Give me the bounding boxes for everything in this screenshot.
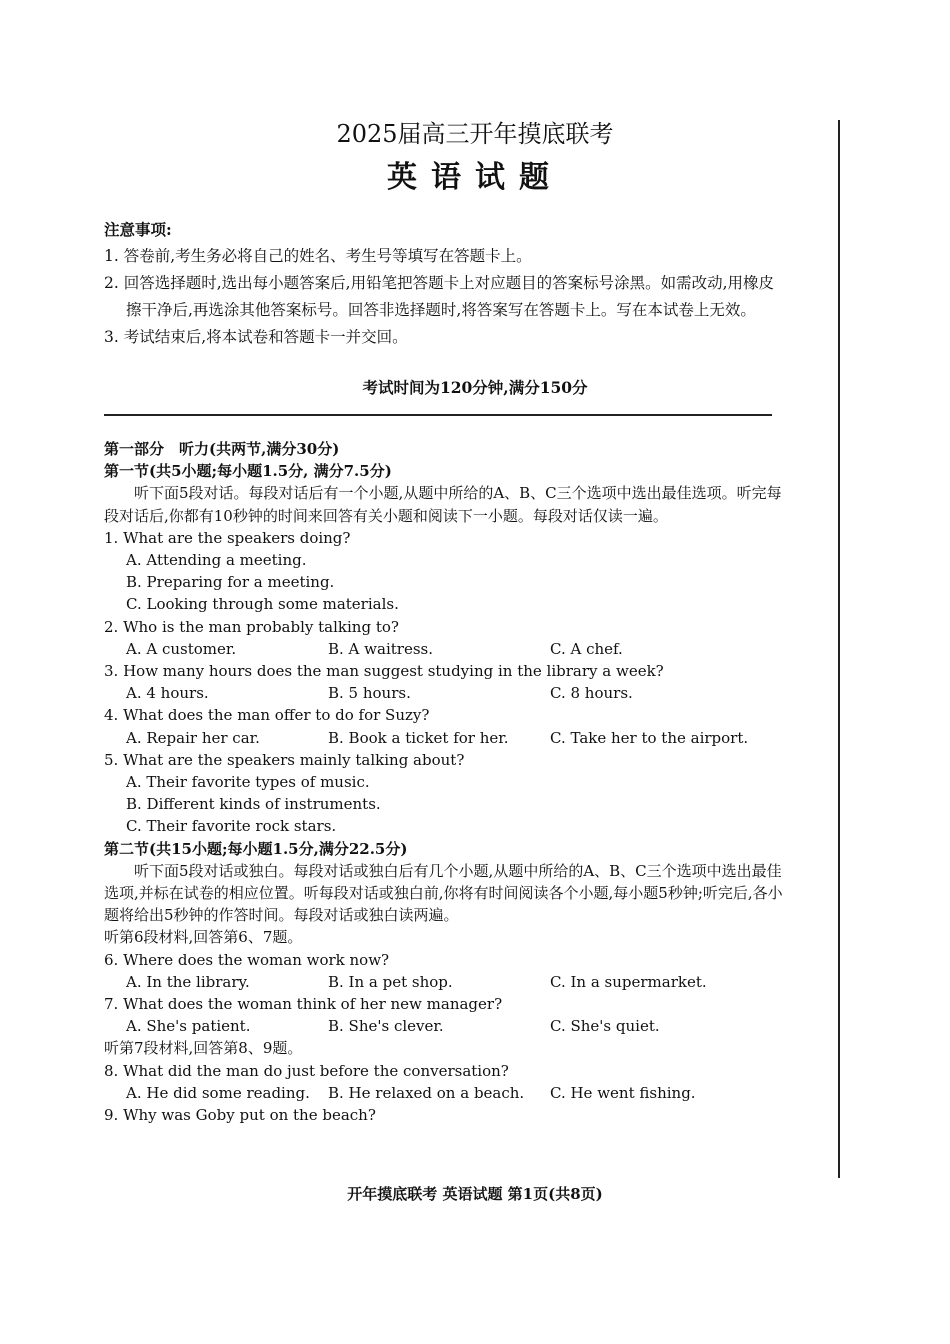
question-text: 4. What does the man offer to do for Suzy? (104, 706, 430, 725)
binding-margin-line (838, 120, 840, 1178)
question (104, 749, 784, 838)
section-heading: 第一节(共5小题;每小题1.5分, 满分7.5分) (104, 462, 392, 481)
options-row (104, 682, 784, 704)
question-text: 3. How many hours does the man suggest studying in the library a week? (104, 662, 664, 681)
option: C. In a supermarket. (550, 972, 707, 991)
option: A. Repair her car. (126, 728, 260, 747)
section-instructions: 听下面5段对话或独白。每段对话或独白后有几个小题,从题中所给的A、B、C三个选项中选出最佳选项,并标在试卷的相应位置。听每段对话或独白前,你将有时间阅读各个小题,每小题5秒钟;听完后,各小题将给出5秒钟的作答时间。每段对话或独白读两遍。 (104, 861, 783, 925)
notice-heading: 注意事项: (104, 220, 172, 239)
question (104, 993, 784, 1037)
option: B. 5 hours. (328, 684, 411, 703)
question-text: 9. Why was Goby put on the beach? (104, 1106, 376, 1125)
question-text: 7. What does the woman think of her new manager? (104, 995, 503, 1014)
option: A. She's patient. (126, 1017, 251, 1036)
question-text: 1. What are the speakers doing? (104, 528, 351, 547)
question-text: 6. Where does the woman work now? (104, 950, 390, 969)
notice-section (104, 216, 784, 351)
option: B. A waitress. (328, 639, 433, 658)
option: C. A chef. (550, 639, 623, 658)
material-label: 听第7段材料,回答第8、9题。 (104, 1039, 303, 1058)
question (104, 1060, 784, 1104)
option: B. Preparing for a meeting. (126, 573, 335, 592)
divider-line (104, 414, 772, 416)
option: B. He relaxed on a beach. (328, 1083, 525, 1102)
section-instructions: 听下面5段对话。每段对话后有一个小题,从题中所给的A、B、C三个选项中选出最佳选项。听完每段对话后,你都有10秒钟的时间来回答有关小题和阅读下一小题。每段对话仅读一遍。 (104, 484, 782, 525)
question (104, 660, 784, 704)
exam-title: 2025届高三开年摸底联考 (336, 120, 614, 148)
option: A. 4 hours. (126, 684, 209, 703)
question (104, 949, 784, 993)
page-footer: 开年摸底联考 英语试题 第1页(共8页) (347, 1185, 603, 1203)
option: C. 8 hours. (550, 684, 633, 703)
option: A. Their favorite types of music. (126, 773, 370, 792)
options-row (104, 638, 784, 660)
options-row (104, 1015, 784, 1037)
exam-subject-title: 英语试题 (387, 160, 563, 195)
option: B. Different kinds of instruments. (126, 795, 381, 814)
option: A. He did some reading. (126, 1083, 310, 1102)
option: B. Book a ticket for her. (328, 728, 509, 747)
question (104, 704, 784, 748)
question (104, 527, 784, 616)
notice-item: 2. 回答选择题时,选出每小题答案后,用铅笔把答题卡上对应题目的答案标号涂黑。如需改动,用橡皮擦干净后,再选涂其他答案标号。回答非选择题时,将答案写在答题卡上。写在本试卷上无效。 (104, 274, 774, 319)
option: C. Take her to the airport. (550, 728, 749, 747)
question-text: 2. Who is the man probably talking to? (104, 617, 399, 636)
listening-part (104, 438, 784, 1126)
section-heading: 第二节(共15小题;每小题1.5分,满分22.5分) (104, 839, 408, 858)
question-text: 5. What are the speakers mainly talking about? (104, 750, 465, 769)
question (104, 616, 784, 660)
option: C. He went fishing. (550, 1083, 696, 1102)
question (104, 1104, 784, 1126)
question-text: 8. What did the man do just before the conversation? (104, 1061, 509, 1080)
options-row (104, 727, 784, 749)
option: A. A customer. (126, 639, 237, 658)
options-row (104, 971, 784, 993)
option: C. She's quiet. (550, 1017, 660, 1036)
option: A. Attending a meeting. (126, 551, 307, 570)
option: B. She's clever. (328, 1017, 444, 1036)
option: A. In the library. (126, 972, 250, 991)
notice-item: 3. 考试结束后,将本试卷和答题卡一并交回。 (104, 328, 408, 346)
notice-item: 1. 答卷前,考生务必将自己的姓名、考生号等填写在答题卡上。 (104, 247, 532, 265)
exam-time-info: 考试时间为120分钟,满分150分 (362, 378, 588, 397)
option: C. Looking through some materials. (126, 595, 399, 614)
option: C. Their favorite rock stars. (126, 817, 337, 836)
option: B. In a pet shop. (328, 972, 453, 991)
material-label: 听第6段材料,回答第6、7题。 (104, 928, 303, 947)
options-row (104, 1082, 784, 1104)
part-heading: 第一部分 听力(共两节,满分30分) (104, 440, 340, 458)
